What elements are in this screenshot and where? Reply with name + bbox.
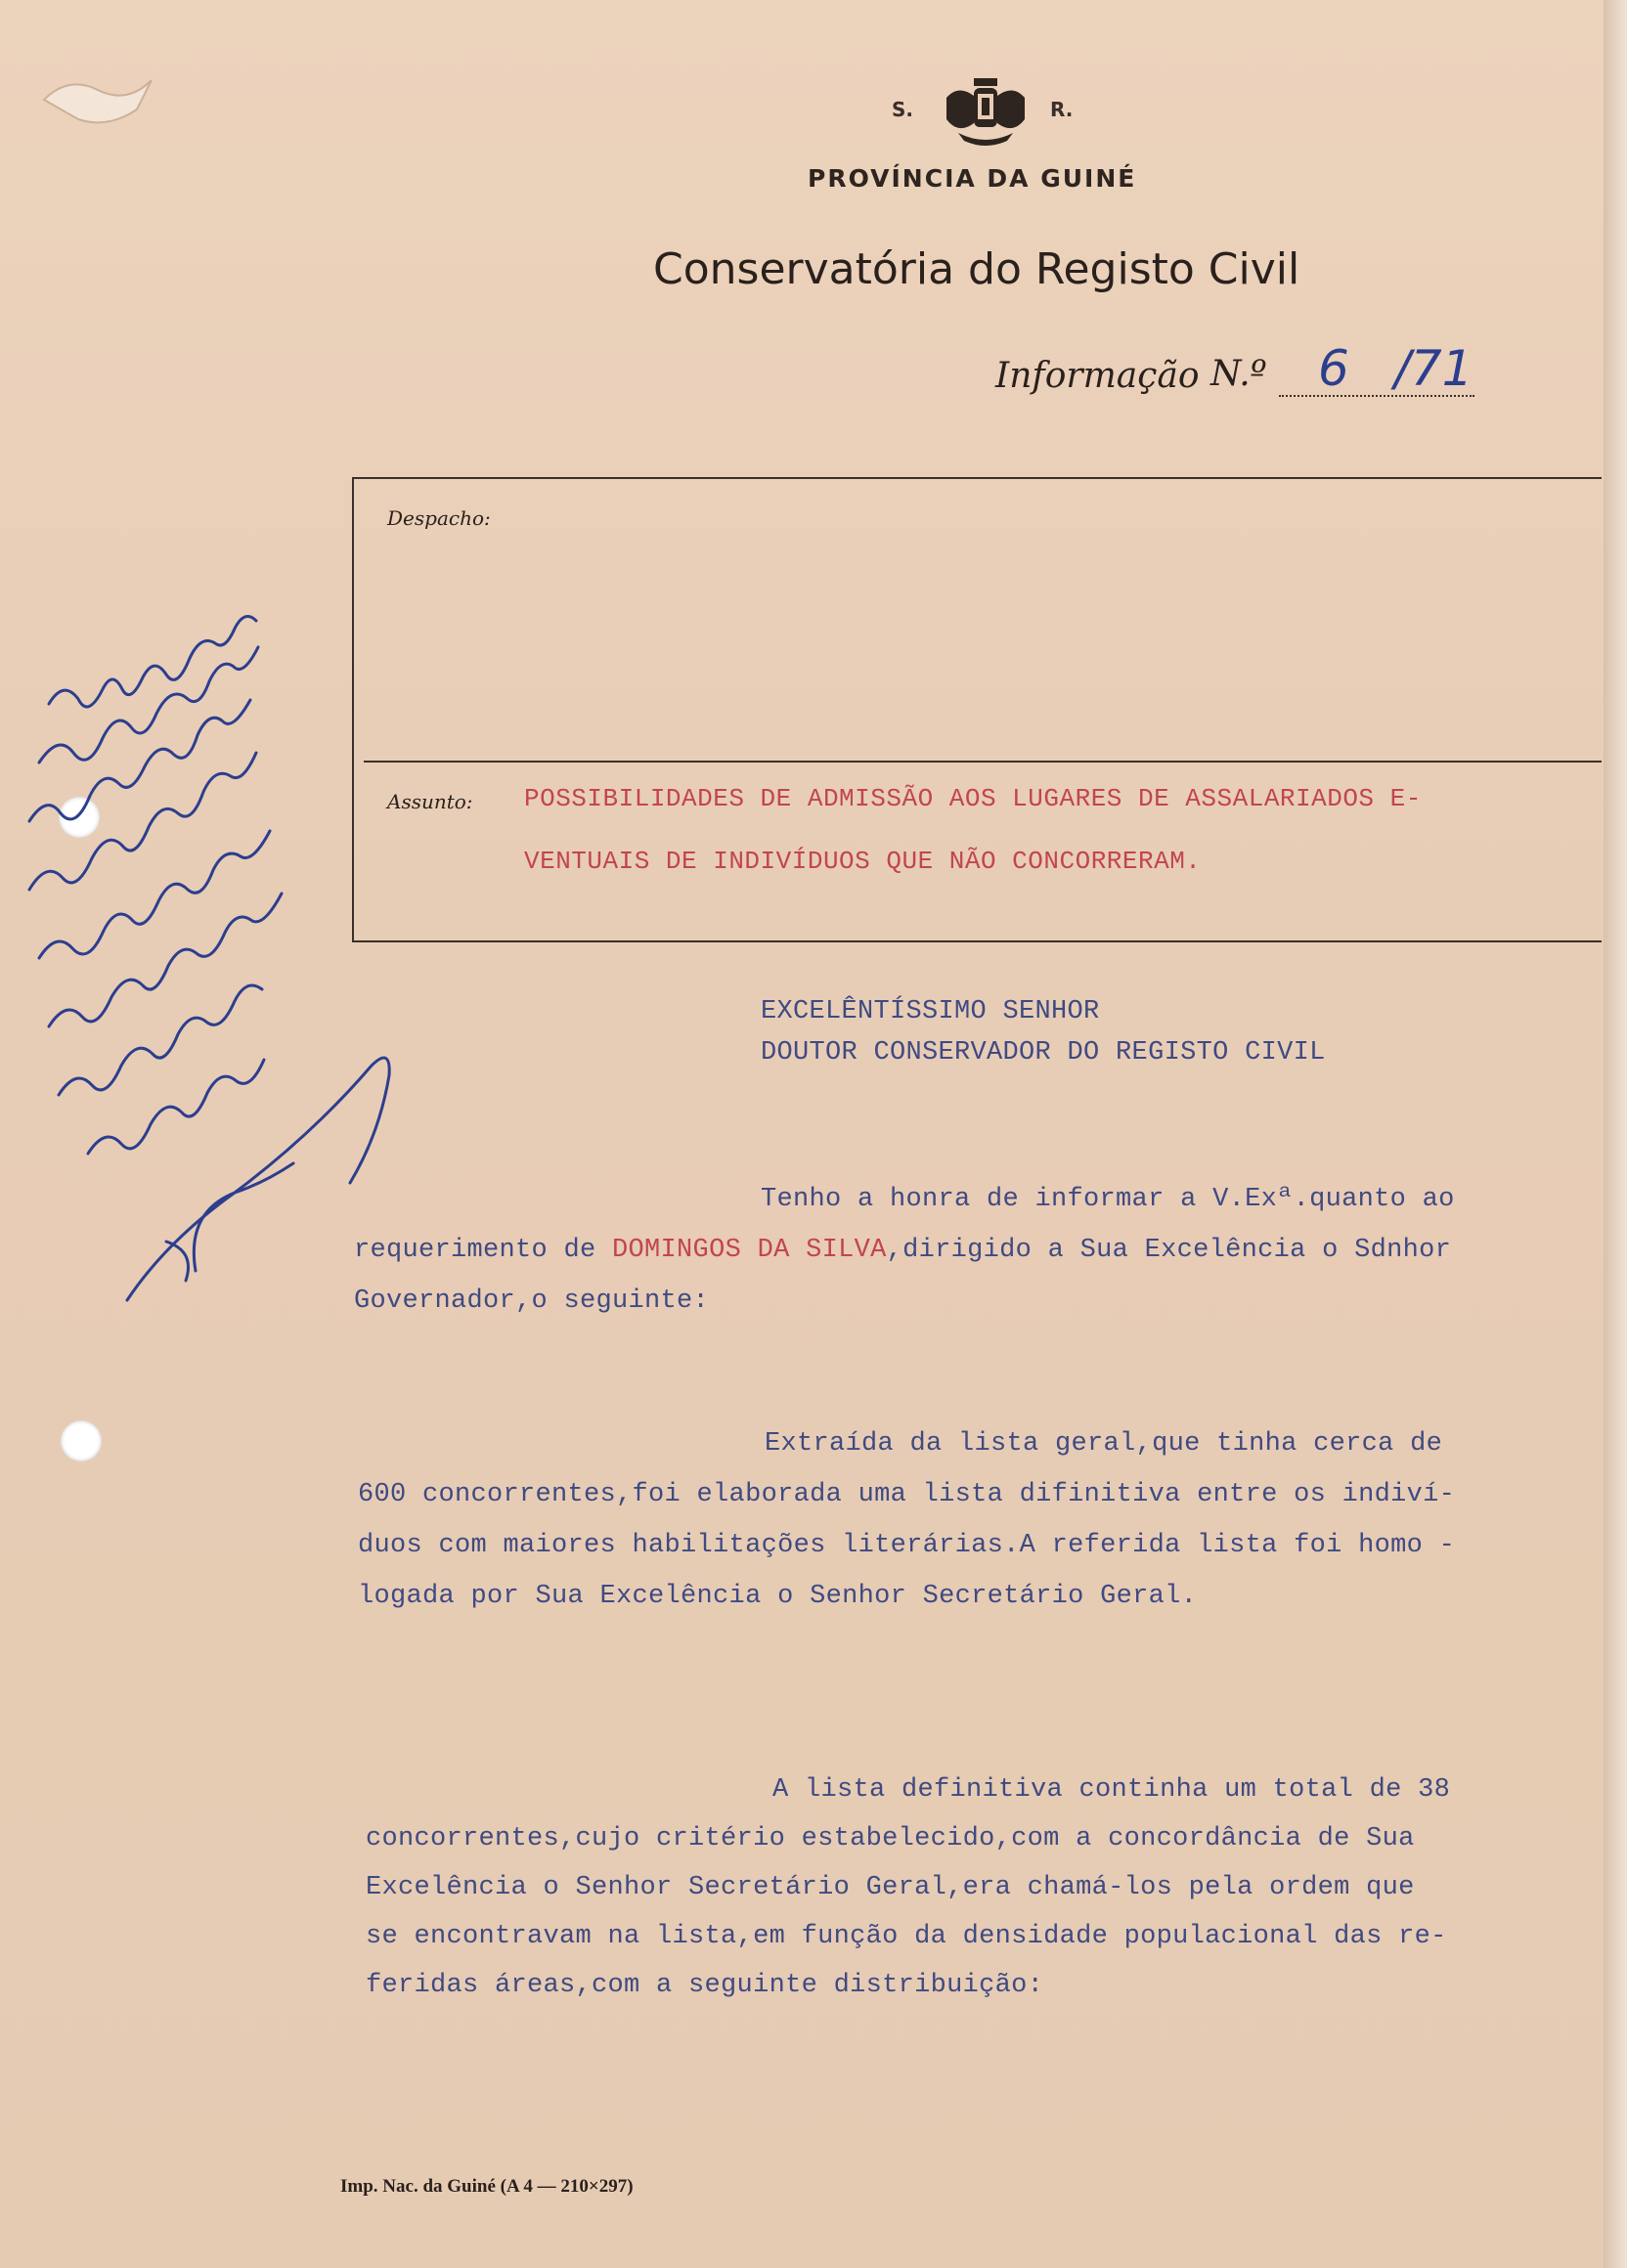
- header-letter-s: S.: [892, 98, 914, 121]
- form-top-line: [352, 477, 1602, 479]
- printer-footer: Imp. Nac. da Guiné (A 4 — 210×297): [340, 2176, 634, 2197]
- subject-line-2: VENTUAIS DE INDIVÍDUOS QUE NÃO CONCORRERAM.: [524, 847, 1202, 876]
- page-edge: [1604, 0, 1627, 2268]
- form-bottom-line: [352, 940, 1602, 942]
- paragraph-1-line-1: Tenho a honra de informar a V.Exª.quanto ao: [761, 1185, 1455, 1214]
- information-number: 6: [1318, 340, 1349, 397]
- information-label: Informação: [995, 356, 1200, 396]
- paragraph-3-line-2: concorrentes,cujo critério estabelecido,com a concordância de Sua: [366, 1824, 1415, 1854]
- office-title: Conservatória do Registo Civil: [653, 244, 1300, 294]
- paragraph-1-line-3: Governador,o seguinte:: [354, 1287, 710, 1316]
- subject-line-1: POSSIBILIDADES DE ADMISSÃO AOS LUGARES DE ASSALARIADOS E-: [524, 784, 1422, 813]
- paragraph-1-line-2: [354, 1236, 1451, 1265]
- form-middle-line: [364, 761, 1602, 763]
- assunto-label: Assunto:: [387, 790, 473, 813]
- punch-hole: [61, 1420, 102, 1461]
- information-number-line: [995, 340, 1474, 403]
- handwritten-annotation: [10, 528, 479, 1310]
- paragraph-2-line-4: logada por Sua Excelência o Senhor Secretário Geral.: [358, 1582, 1198, 1611]
- applicant-name: DOMINGOS DA SILVA: [612, 1236, 887, 1265]
- information-year: /71: [1394, 340, 1473, 397]
- paragraph-2-line-1: Extraída da lista geral,que tinha cerca de: [765, 1429, 1443, 1459]
- paragraph-1-text: ,dirigido a Sua Excelência o Sdnhor: [886, 1236, 1452, 1265]
- despacho-label: Despacho:: [387, 506, 491, 530]
- paragraph-1-text: requerimento de: [354, 1236, 613, 1265]
- paragraph-3-line-1: A lista definitiva continha um total de 38: [772, 1775, 1451, 1805]
- coat-of-arms-icon: [939, 74, 1033, 149]
- header-letter-r: R.: [1050, 98, 1074, 121]
- paragraph-2-line-2: 600 concorrentes,foi elaborada uma lista difinitiva entre os indiví-: [358, 1480, 1456, 1509]
- paragraph-3-line-3: Excelência o Senhor Secretário Geral,era chamá-los pela ordem que: [366, 1873, 1415, 1902]
- salutation-line-1: EXCELÊNTÍSSIMO SENHOR: [761, 997, 1100, 1026]
- torn-corner: [39, 70, 156, 139]
- paragraph-3-line-4: se encontravam na lista,em função da densidade populacional das re-: [366, 1922, 1447, 1951]
- salutation-line-2: DOUTOR CONSERVADOR DO REGISTO CIVIL: [761, 1038, 1326, 1068]
- province-title: PROVÍNCIA DA GUINÉ: [808, 164, 1137, 193]
- paragraph-2-line-3: duos com maiores habilitações literárias.A referida lista foi homo -: [358, 1531, 1456, 1560]
- number-label: N.º: [1210, 354, 1267, 394]
- paragraph-3-line-5: feridas áreas,com a seguinte distribuição:: [366, 1971, 1044, 2000]
